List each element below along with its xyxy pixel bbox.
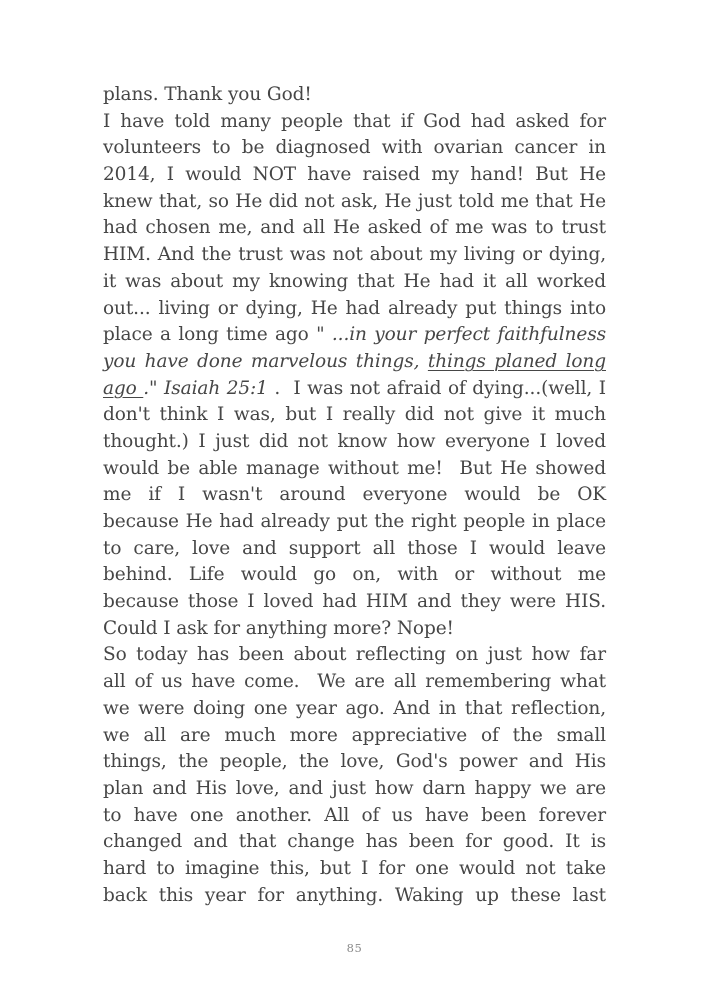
text-line <box>103 589 606 616</box>
text-segment-italic-underline: ago <box>103 377 144 399</box>
text-segment-italic: ." Isaiah 25:1 <box>143 377 268 399</box>
text-line <box>103 402 606 429</box>
text-line <box>103 349 606 376</box>
text-segment-normal: because those I loved had HIM and they were HIS. <box>103 591 606 613</box>
text-line <box>103 269 606 296</box>
text-segment-normal: changed and that change has been for good. It is <box>103 831 606 853</box>
text-segment-normal: 2014, I would NOT have raised my hand! But He <box>103 164 606 186</box>
text-line <box>103 322 606 349</box>
text-line <box>103 429 606 456</box>
text-segment-normal: hard to imagine this, but I for one would not take <box>103 857 606 879</box>
text-segment-normal: . I was not afraid of dying...(well, I <box>267 377 606 399</box>
text-segment-normal: volunteers to be diagnosed with ovarian cancer in <box>103 137 606 159</box>
text-line <box>103 829 606 856</box>
text-line <box>103 856 606 883</box>
text-line <box>103 215 606 242</box>
text-segment-normal: out... living or dying, He had already put things into <box>103 297 606 319</box>
text-line <box>103 616 606 643</box>
text-line <box>103 749 606 776</box>
text-line <box>103 162 606 189</box>
text-segment-normal: thought.) I just did not know how everyone I loved <box>103 430 606 452</box>
page-text <box>103 82 606 909</box>
text-line <box>103 456 606 483</box>
text-segment-normal: behind. Life would go on, with or without me <box>103 564 606 586</box>
text-segment-italic: you have done marvelous things, <box>103 350 428 372</box>
text-line <box>103 109 606 136</box>
text-segment-normal: me if I wasn't around everyone would be OK <box>103 484 606 506</box>
text-segment-italic: ...in your perfect faithfulness <box>331 324 606 346</box>
text-line <box>103 296 606 323</box>
text-segment-normal: plans. Thank you God! <box>103 84 312 105</box>
text-line <box>103 376 606 403</box>
text-segment-normal: HIM. And the trust was not about my living or dying, <box>103 244 606 266</box>
text-segment-normal: things, the people, the love, God's power and His <box>103 751 606 773</box>
text-line <box>103 536 606 563</box>
text-segment-italic-underline: things planed long <box>427 350 606 372</box>
text-segment-normal: Could I ask for anything more? Nope! <box>103 617 454 639</box>
text-line <box>103 482 606 509</box>
text-segment-normal: knew that, so He did not ask, He just told me that He <box>103 190 606 212</box>
text-segment-normal: it was about my knowing that He had it all worked <box>103 270 606 292</box>
text-segment-normal: back this year for anything. Waking up these last <box>103 884 606 906</box>
text-line <box>103 135 606 162</box>
text-line <box>103 696 606 723</box>
text-segment-normal: I have told many people that if God had asked for <box>103 110 606 132</box>
text-line <box>103 82 606 109</box>
page-number: 85 <box>346 941 363 955</box>
text-line <box>103 642 606 669</box>
text-line <box>103 883 606 910</box>
text-line <box>103 562 606 589</box>
text-segment-normal: we were doing one year ago. And in that reflection, <box>103 697 606 719</box>
text-segment-normal: because He had already put the right people in place <box>103 511 606 532</box>
text-segment-normal: had chosen me, and all He asked of me was to trust <box>103 217 606 239</box>
text-segment-normal: plan and His love, and just how darn happy we are <box>103 777 606 799</box>
text-line <box>103 803 606 830</box>
text-line <box>103 189 606 216</box>
text-line <box>103 509 606 536</box>
text-line <box>103 776 606 803</box>
text-segment-normal: don't think I was, but I really did not give it much <box>103 404 606 426</box>
text-line <box>103 242 606 269</box>
text-segment-normal: we all are much more appreciative of the small <box>103 724 606 746</box>
text-segment-normal: to have one another. All of us have been forever <box>103 804 606 826</box>
text-segment-normal: So today has been about reflecting on just how far <box>103 644 606 666</box>
text-segment-normal: would be able manage without me! But He showed <box>103 457 606 479</box>
text-segment-normal: all of us have come. We are all remembering what <box>103 671 606 693</box>
text-line <box>103 669 606 696</box>
text-segment-normal: place a long time ago " <box>103 324 332 346</box>
text-line <box>103 723 606 750</box>
text-segment-normal: to care, love and support all those I would leave <box>103 537 606 559</box>
